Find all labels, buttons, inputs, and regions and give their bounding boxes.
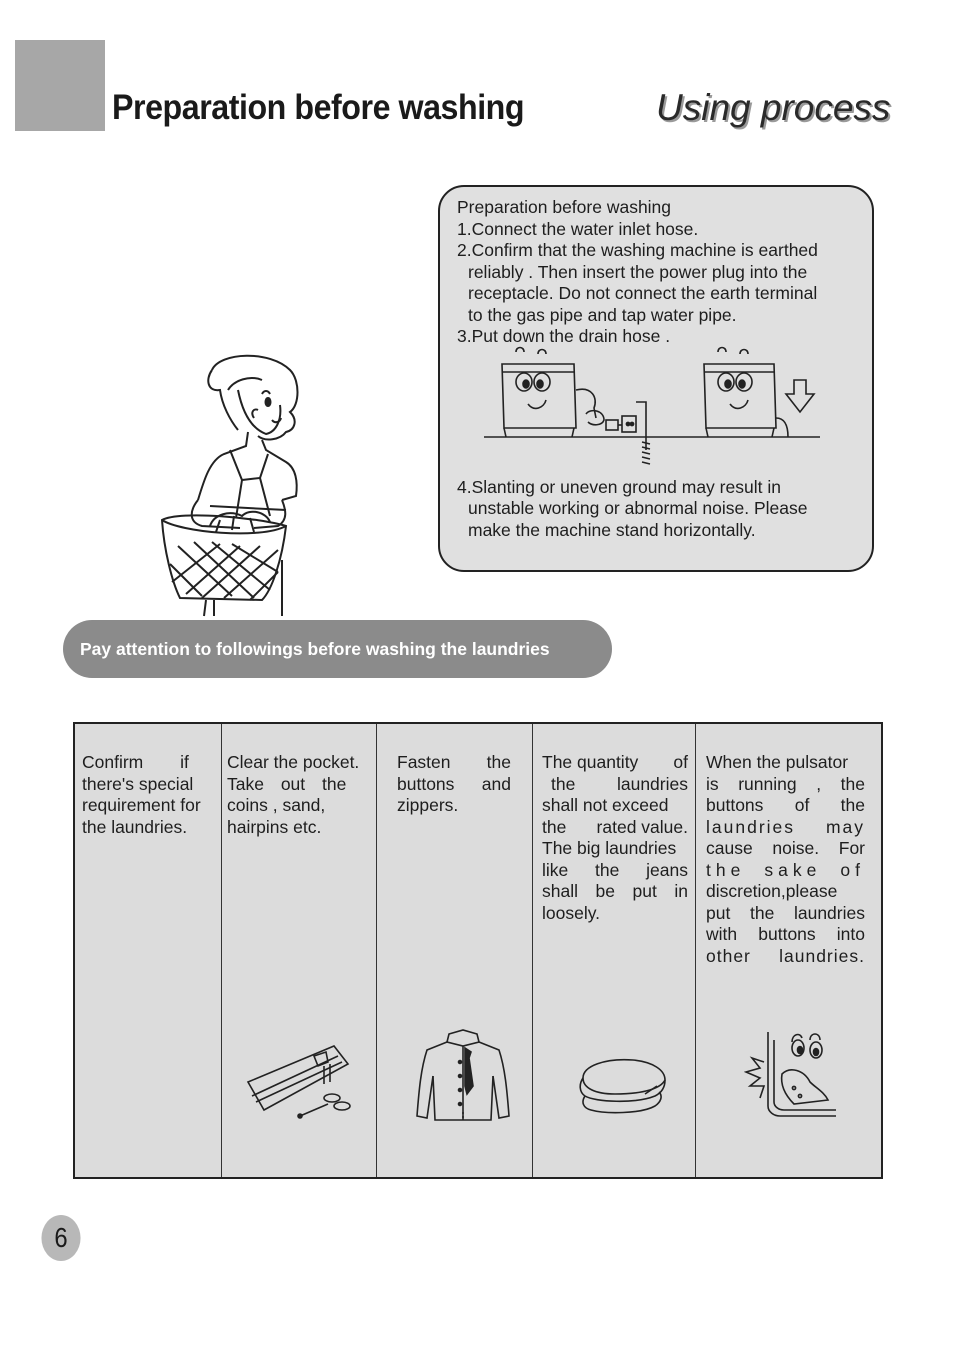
tip-2-line: hairpins etc. — [227, 816, 322, 837]
tip-4-line: like the jeans — [542, 859, 688, 880]
tip-4-line: the rated value. — [542, 816, 688, 837]
tip-3-line: Fasten the — [397, 752, 511, 772]
prep-step-2: 2.Confirm that the washing machine is earthed — [457, 240, 818, 260]
tip-4-line: loosely. — [542, 902, 601, 923]
page-number: 6 — [41, 1215, 80, 1261]
prep-step-4-line-3: make the machine stand horizontally. — [468, 520, 756, 540]
tip-5-line: When the pulsator — [706, 752, 849, 772]
tip-3-line: zippers. — [397, 795, 459, 815]
tip-4-line: the laundries — [551, 773, 688, 794]
tip-2-line: coins , sand, — [227, 795, 326, 815]
tip-5-line: put the laundries — [706, 902, 865, 923]
prep-step-1: 1.Connect the water inlet hose. — [457, 219, 699, 239]
tip-2-line: Clear the pocket. — [227, 752, 360, 772]
tip-3-line: buttons and — [397, 773, 511, 794]
tip-5-line: buttons of the — [706, 795, 865, 815]
prep-step-2-line-3: receptacle. Do not connect the earth terminal — [468, 283, 818, 303]
tip-5-line: discretion,please — [706, 881, 838, 901]
tip-4-line: The big laundries — [542, 838, 677, 858]
noisy-machine-icon — [744, 1026, 840, 1122]
tip-1-line: requirement for — [82, 795, 201, 815]
tip-5-line: is running , the — [706, 773, 865, 794]
preparation-box — [438, 185, 874, 572]
tip-1-line: the laundries. — [82, 816, 188, 837]
tip-column-5 — [696, 724, 881, 1177]
prep-step-4-line-2: unstable working or abnormal noise. Please — [468, 498, 808, 518]
tip-5-line: with buttons into — [706, 924, 865, 944]
prep-step-4: 4.Slanting or uneven ground may result in — [457, 477, 781, 497]
prep-step-2-line-4: to the gas pipe and tap water pipe. — [468, 305, 737, 325]
tip-column-3 — [377, 724, 533, 1177]
corner-block — [15, 40, 105, 131]
tip-4-line: shall be put in — [542, 881, 688, 901]
tip-5-line: the sake of — [706, 859, 865, 880]
pocket-coins-icon — [244, 1040, 354, 1120]
shirt-icon — [413, 1028, 513, 1124]
notice-banner — [63, 620, 612, 678]
prep-step-2-line-2: reliably . Then insert the power plug into the — [468, 262, 808, 282]
tips-table — [73, 722, 883, 1179]
prep-heading: Preparation before washing — [457, 197, 672, 217]
tip-4-line: The quantity of — [542, 752, 688, 772]
notice-text: Pay attention to followings before washing the laundries — [80, 638, 550, 659]
section-title: Using process — [656, 87, 891, 128]
tip-column-1 — [75, 724, 222, 1177]
tip-5-line: other laundries. — [706, 945, 865, 966]
tip-2-line: Take out the — [227, 773, 347, 794]
tip-column-4 — [533, 724, 696, 1177]
tip-column-2 — [222, 724, 377, 1177]
page-title: Preparation before washing — [112, 88, 525, 127]
tip-1-line: Confirm if — [82, 752, 189, 772]
tip-5-line: laundries may — [706, 816, 865, 837]
prep-step-3: 3.Put down the drain hose . — [457, 326, 671, 346]
woman-with-basket-icon — [150, 350, 310, 620]
washing-machines-icon — [482, 342, 822, 472]
tip-4-line: shall not exceed — [542, 795, 669, 815]
tip-1-line: there's special — [82, 773, 194, 794]
folded-laundry-icon — [575, 1056, 671, 1116]
tip-5-line: cause noise. For — [706, 838, 865, 858]
